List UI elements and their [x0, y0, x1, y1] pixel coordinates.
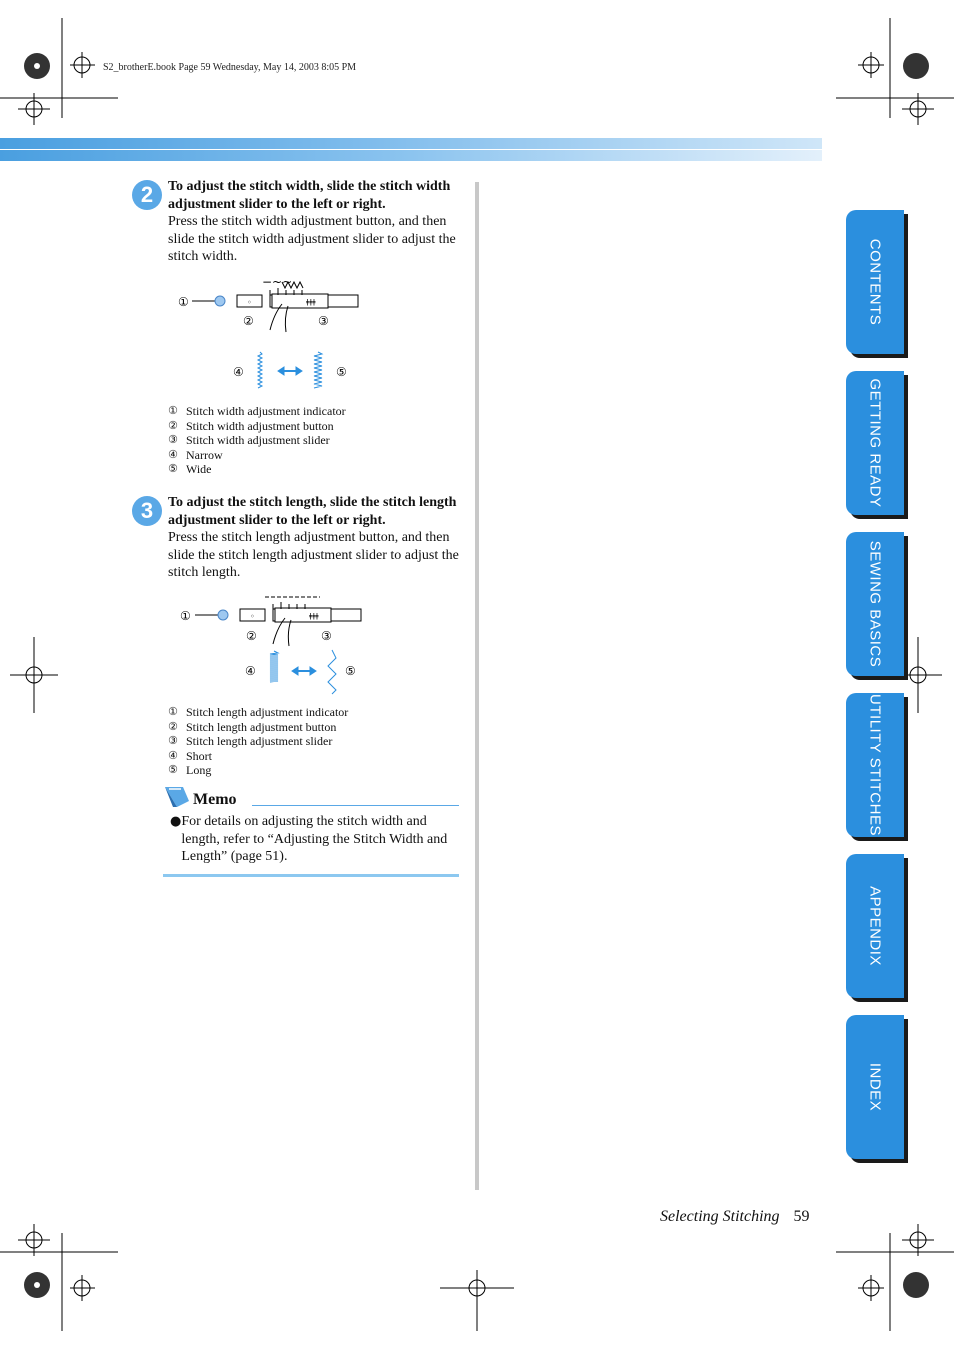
page-footer: [660, 1208, 810, 1226]
memo-bullet: ●: [170, 814, 182, 829]
step-3-legend: [168, 705, 468, 778]
fig1-label-2: ②: [243, 314, 254, 328]
memo-title: Memo: [193, 791, 237, 808]
tab-appendix[interactable]: APPENDIX: [846, 854, 904, 998]
stitch-width-figure: [170, 272, 370, 397]
memo-rule: [252, 805, 459, 806]
svg-text:◦: ◦: [247, 298, 252, 307]
legend-item: ③ Stitch width adjustment slider: [168, 433, 330, 448]
fig1-label-1: ①: [178, 295, 189, 309]
tab-index[interactable]: INDEX: [846, 1015, 904, 1159]
memo-bottom-rule: [163, 874, 459, 877]
fig2-label-5: ⑤: [345, 664, 356, 678]
footer-section-title: Selecting Stitching: [660, 1208, 780, 1225]
legend-item: ① Stitch width adjustment indicator: [168, 404, 346, 418]
legend-item: ⑤ Long: [168, 763, 212, 778]
fig1-label-4: ④: [233, 365, 244, 379]
tab-utility-stitches[interactable]: UTILITY STITCHES: [846, 693, 904, 837]
legend-item: ⑤ Wide: [168, 462, 212, 477]
step-3-body: Press the stitch length adjustment button, and then slide the stitch length adjustment slider to adjust the stitch length.: [168, 530, 459, 581]
column-divider: [475, 182, 479, 1190]
step-3-number: 3: [132, 496, 162, 526]
step-2-heading: To adjust the stitch width, slide the stitch width adjustment slider to the left or right.: [168, 179, 451, 212]
svg-text:◦: ◦: [250, 612, 255, 621]
legend-item: ④ Short: [168, 748, 213, 763]
memo-text: For details on adjusting the stitch width and length, refer to “Adjusting the Stitch Width and Length” (page 51).: [181, 814, 448, 865]
memo-icon: [163, 783, 191, 809]
step-2-number: 2: [132, 180, 162, 210]
header-band-bottom: [0, 150, 822, 161]
svg-text:ǂǂǂ: ǂǂǂ: [306, 298, 316, 306]
legend-item: ② Stitch length adjustment button: [168, 719, 337, 734]
stitch-length-figure: [170, 587, 370, 702]
page-number: 59: [793, 1208, 810, 1225]
legend-item: ① Stitch length adjustment indicator: [168, 705, 349, 719]
tab-contents[interactable]: CONTENTS: [846, 210, 904, 354]
tab-sewing-basics[interactable]: SEWING BASICS: [846, 532, 904, 676]
svg-text:ǂǂǂ: ǂǂǂ: [309, 612, 319, 620]
tab-getting-ready[interactable]: GETTING READY: [846, 371, 904, 515]
header-band-top: [0, 138, 822, 149]
step-2-legend: [168, 404, 468, 477]
step-2-body: Press the stitch width adjustment button, and then slide the stitch width adjustment slider to adjust the stitch width.: [168, 214, 456, 265]
fig1-label-5: ⑤: [336, 365, 347, 379]
memo-content: [170, 813, 462, 866]
fig2-label-2: ②: [246, 629, 257, 643]
svg-text:−~~: −~~: [262, 275, 293, 289]
fig2-label-4: ④: [245, 664, 256, 678]
fig2-label-1: ①: [180, 609, 191, 623]
legend-item: ② Stitch width adjustment button: [168, 418, 334, 433]
fig2-label-3: ③: [321, 629, 332, 643]
legend-item: ③ Stitch length adjustment slider: [168, 734, 333, 749]
print-header-meta: S2_brotherE.book Page 59 Wednesday, May 14, 2003 8:05 PM: [103, 62, 357, 73]
step-3-heading: To adjust the stitch length, slide the stitch length adjustment slider to the left or right.: [168, 495, 457, 528]
legend-item: ④ Narrow: [168, 447, 223, 462]
fig1-label-3: ③: [318, 314, 329, 328]
